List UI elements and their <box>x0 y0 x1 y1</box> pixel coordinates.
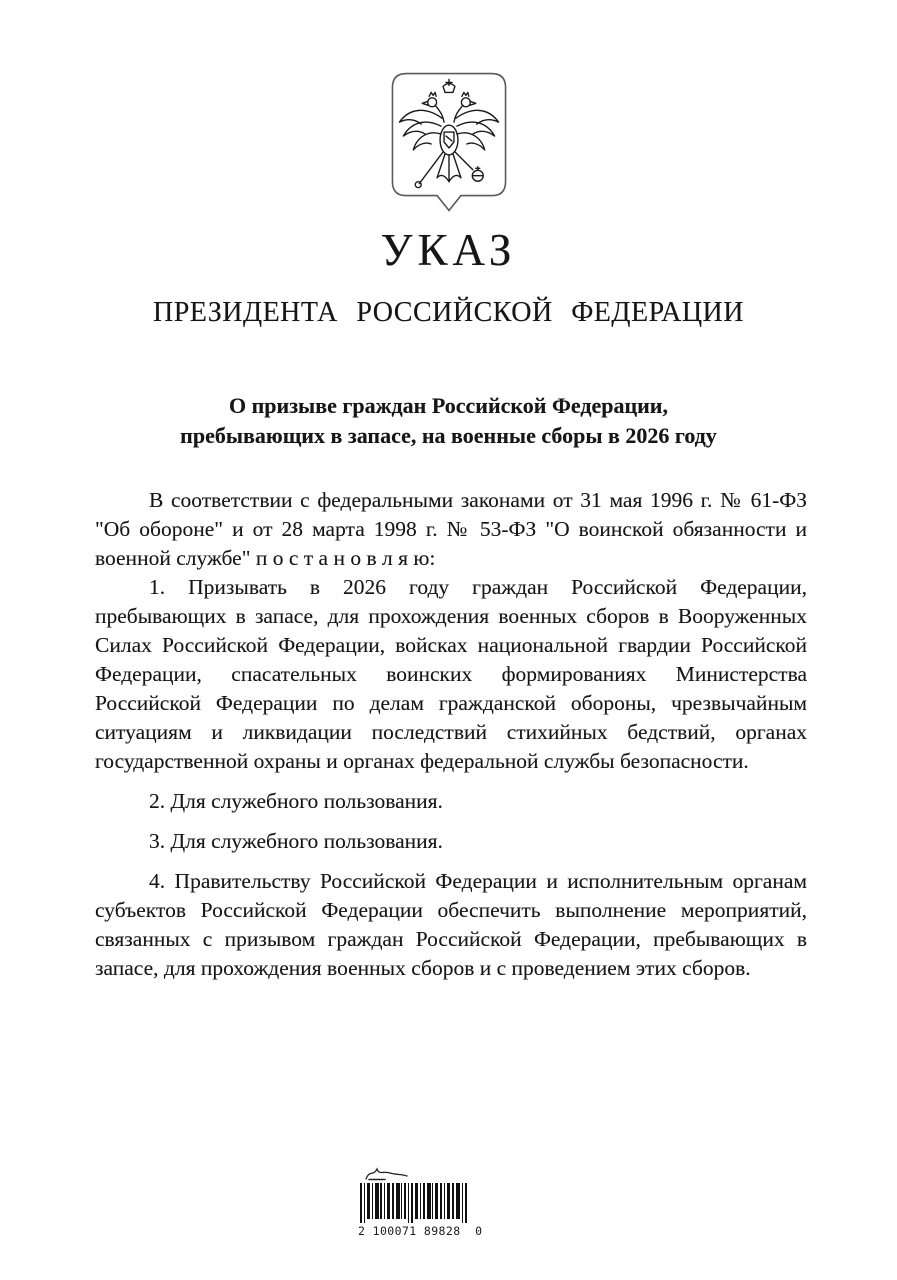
decree-subject-line1: О призыве граждан Российской Федерации, <box>229 393 668 418</box>
decree-paragraph-item1: 1. Призывать в 2026 году граждан Российской Федерации, пребывающих в запасе, для прохождения военных сборов в Вооруженных Силах Российской Федерации, войсках национальной гвардии Российской Федерации, спасательных воинских формированиях Министерства Российской Федерации по делам гражданской обороны, чрезвычайным ситуациям и ликвидации последствий стихийных бедствий, органах государственной охраны и органах федеральной службы безопасности. <box>95 575 807 773</box>
russia-coat-of-arms-icon <box>385 66 512 218</box>
barcode-bars <box>358 1183 476 1223</box>
decree-authority-title: ПРЕЗИДЕНТА РОССИЙСКОЙ ФЕДЕРАЦИИ <box>152 297 744 328</box>
barcode-digits: 2 100071 89828 0 <box>358 1224 483 1238</box>
decree-subject-line2: пребывающих в запасе, на военные сборы в 2026 году <box>180 423 717 448</box>
decree-paragraph-item4: 4. Правительству Российской Федерации и исполнительным органам субъектов Российской Федерации обеспечить выполнение мероприятий, связанных с призывом граждан Российской Федерации, пребывающих в запасе, для прохождения военных сборов и с проведением этих сборов. <box>95 869 807 980</box>
decree-subject <box>0 391 897 451</box>
decree-body <box>95 486 807 983</box>
decree-type-title: УКАЗ <box>380 225 517 275</box>
decree-paragraph-preamble: В соответствии с федеральными законами от 31 мая 1996 г. № 61-ФЗ "Об обороне" и от 28 марта 1998 г. № 53-ФЗ "О воинской обязанности и военной службе" п о с т а н о в л я ю: <box>95 488 807 570</box>
registration-barcode <box>358 1165 482 1238</box>
decree-paragraph-item3: 3. Для служебного пользования. <box>149 829 443 853</box>
decree-paragraph-item2: 2. Для служебного пользования. <box>149 789 443 813</box>
handwritten-mark-icon <box>364 1165 410 1183</box>
